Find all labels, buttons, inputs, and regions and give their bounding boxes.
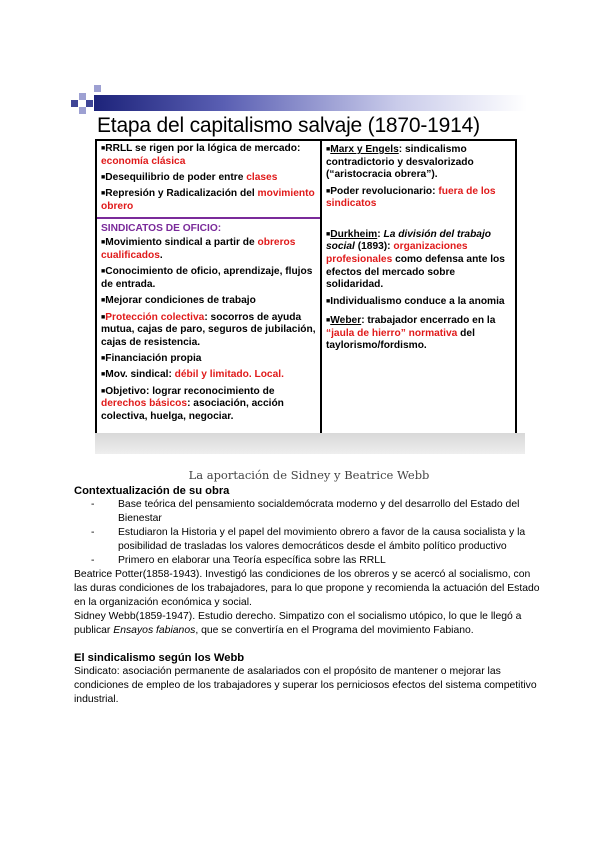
paragraph-beatrice: Beatrice Potter(1858-1943). Investigó las condiciones de los obreros y se acercó al socialismo, con las duras condiciones de los trabajadores, para lo que propone y recomienda la actuación del Estado en la organización económica y social. <box>74 569 540 608</box>
bullet-item: ■Mejorar condiciones de trabajo <box>101 295 256 307</box>
column-divider <box>320 141 322 433</box>
left-column <box>101 143 317 427</box>
slide-title: Etapa del capitalismo salvaje (1870-1914) <box>97 114 480 137</box>
bullet-item: ■Protección colectiva: socorros de ayuda mutua, cajas de paro, seguros de jubilación, cajas de resistencia. <box>101 311 316 348</box>
table-shadow <box>95 433 525 454</box>
bullet-item: ■Objetivo: lograr reconocimiento de derechos básicos: asociación, acción colectiva, huelga, negociar. <box>101 385 284 423</box>
decor-square <box>71 100 78 107</box>
bullet-item: ■Mov. sindical: débil y limitado. Local. <box>101 369 284 381</box>
section-title: El sindicalismo según los Webb <box>74 652 245 664</box>
list-item: - Primero en elaborar una Teoría específica sobre las RRLL <box>91 555 386 566</box>
bullet-item: ■Desequilibrio de poder entre clases <box>101 171 278 183</box>
list-item: - Base teórica del pensamiento socialdemócrata moderno y del desarrollo del Estado del Bienestar <box>91 499 520 524</box>
decor-square <box>94 85 101 92</box>
section-title: Contextualización de su obra <box>74 485 230 497</box>
bullet-item: ■Financiación propia <box>101 353 202 365</box>
decor-square <box>79 107 86 114</box>
right-column <box>326 144 512 357</box>
decor-square <box>79 93 86 100</box>
sindicatos-heading: SINDICATOS DE OFICIO: <box>101 222 222 234</box>
paragraph-sindicato: Sindicato: asociación permanente de asalariados con el propósito de mantener o mejorar las condiciones de empleo de los trabajadores y superar los perniciosos efectos del sistema competitivo industrial. <box>74 666 537 705</box>
bullet-item: ■Conocimiento de oficio, aprendizaje, flujos de entrada. <box>101 266 313 290</box>
bullet-item: ■Movimiento sindical a partir de obreros cualificados. <box>101 237 296 261</box>
slide-image <box>69 80 527 454</box>
context-list <box>74 498 544 568</box>
paragraph-sidney: Sidney Webb(1859-1947). Estudio derecho. Simpatizo con el socialismo utópico, lo que le llegó a publicar Ensayos fabianos, que se convertiría en el Programa del movimiento Fabiano. <box>74 611 522 636</box>
title-gradient-bar <box>94 95 527 111</box>
bullet-item: ■Durkheim: La división del trabajo social (1893): organizaciones profesionales como defensa ante los efectos del mercado sobre solidaridad. <box>326 228 505 291</box>
list-item: - Estudiaron la Historia y el papel del movimiento obrero a favor de la causa socialista y la posibilidad de trasladas los valores democráticos desde el ámbito político productivo <box>91 527 526 552</box>
bullet-item: ■Marx y Engels: sindicalismo contradictorio y desvalorizado (“aristocracia obrera”). <box>326 144 474 181</box>
bullet-item: ■Individualismo conduce a la anomia <box>326 295 505 307</box>
content-table <box>95 139 517 435</box>
bullet-item: ■Represión y Radicalización del movimiento obrero <box>101 188 315 212</box>
document-body <box>74 468 544 707</box>
section-heading: La aportación de Sidney y Beatrice Webb <box>188 468 430 482</box>
decor-square <box>86 100 93 107</box>
bullet-item: ■Poder revolucionario: fuera de los sindicatos <box>326 185 496 210</box>
bullet-item: ■Weber: trabajador encerrado en la “jaula de hierro” normativa del taylorismo/fordismo. <box>326 315 496 352</box>
bullet-item: ■RRLL se rigen por la lógica de mercado: economía clásica <box>101 143 301 167</box>
